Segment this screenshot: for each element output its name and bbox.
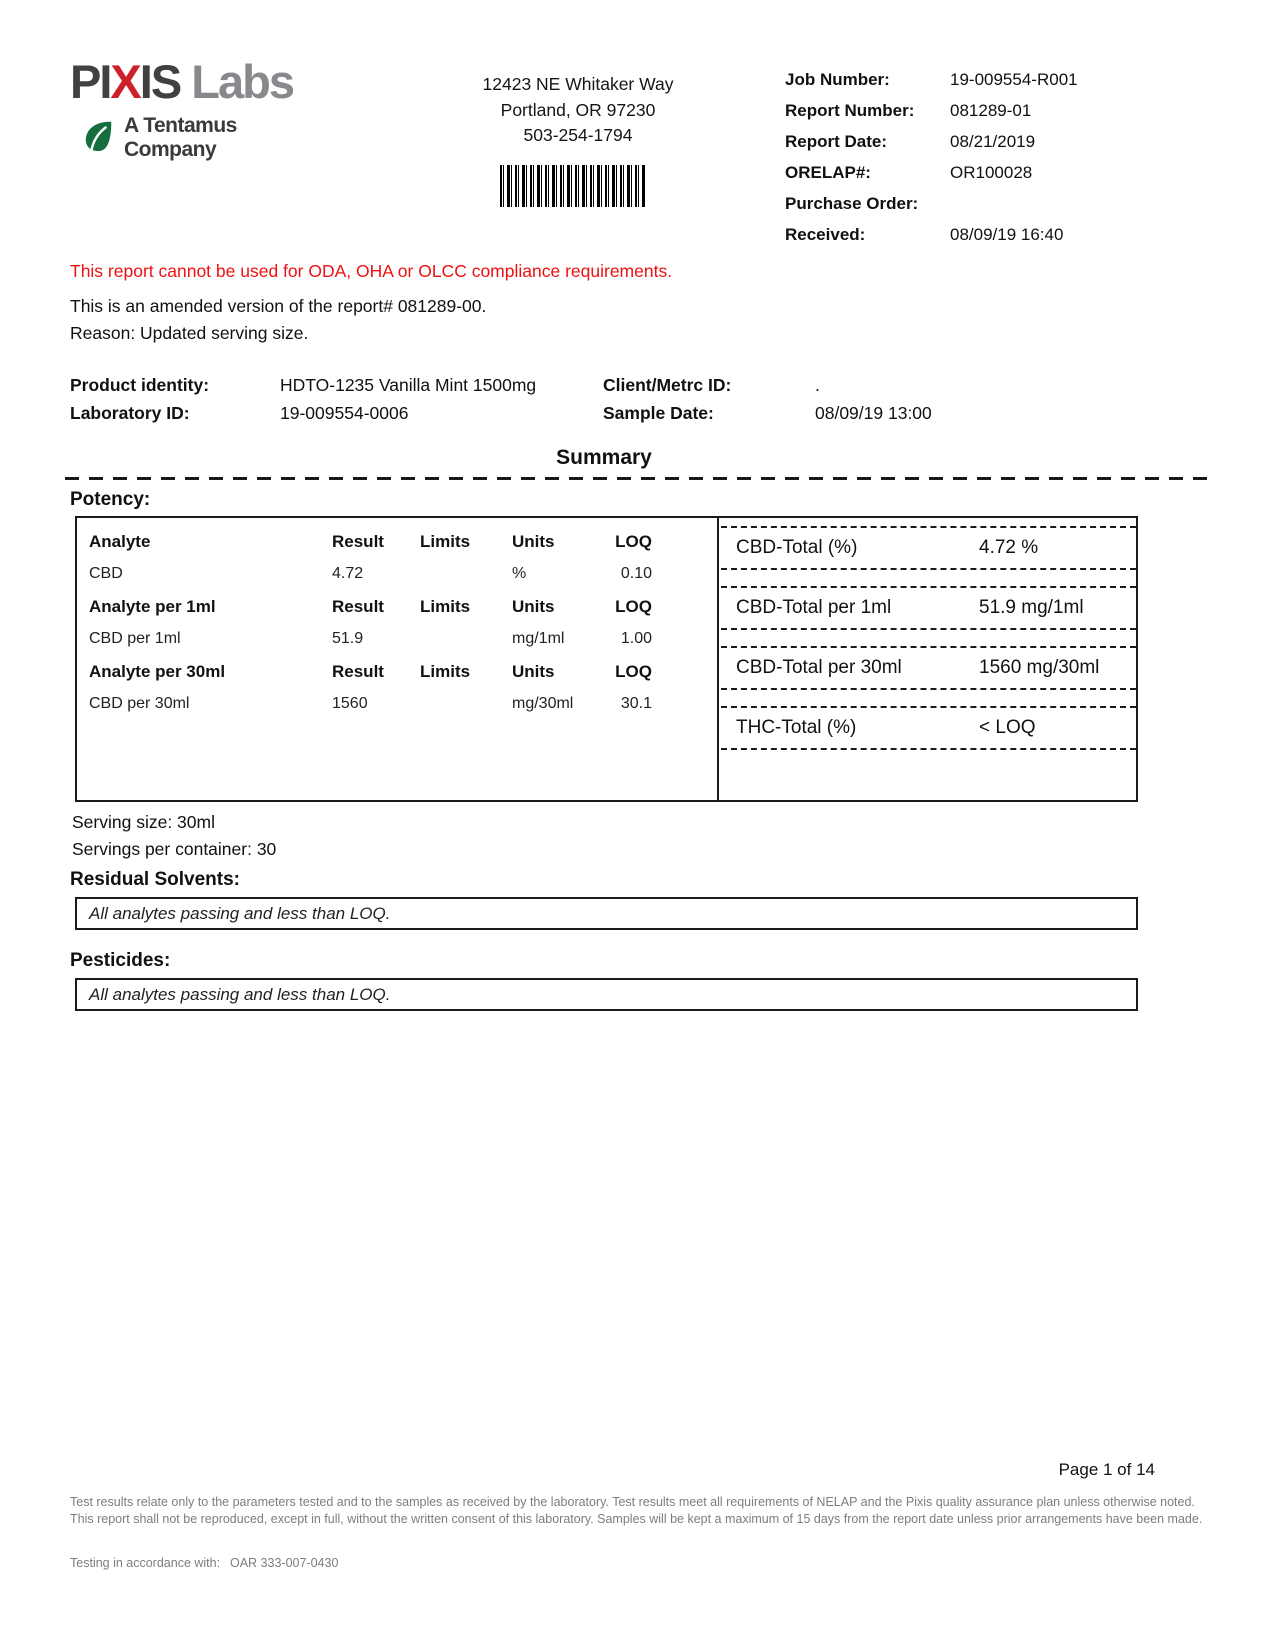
logo-part-pi: PI [70, 55, 111, 108]
summary-title: Summary [556, 446, 652, 469]
servings-per-container: Servings per container: 30 [72, 839, 277, 859]
address-line-3: 503-254-1794 [523, 125, 633, 145]
col-header-loq: LOQ [615, 597, 652, 616]
lab-address [428, 72, 728, 149]
footer-disclaimer: Test results relate only to the parameters tested and to the samples as received by the laboratory. Test results meet all requirements of NELAP and the Pixis quality assurance plan unless otherwise noted. This report shall not be reproduced, except in full, without the written consent of this laboratory. Samples will be kept a maximum of 15 days from the report date unless prior arrangements have been made. [70, 1495, 1203, 1526]
total-label: CBD-Total per 30ml [736, 657, 902, 678]
total-row-cbd-total-30ml [721, 646, 1136, 690]
sample-date-label: Sample Date: [603, 403, 714, 423]
report-meta [785, 70, 1205, 256]
residual-solvents-note-box [75, 897, 1138, 930]
total-row-cbd-total-pct [721, 526, 1136, 570]
meta-label: Received: [785, 225, 866, 244]
col-header-loq: LOQ [615, 662, 652, 681]
laboratory-id-label: Laboratory ID: [70, 403, 190, 423]
meta-row-purchase-order [785, 194, 1205, 225]
pesticides-note: All analytes passing and less than LOQ. [89, 984, 391, 1004]
meta-value: 081289-01 [950, 101, 1032, 120]
cell-result: 4.72 [332, 564, 364, 582]
potency-analyte-table [77, 532, 715, 727]
total-label: CBD-Total (%) [736, 537, 858, 558]
accordance-value: OAR 333-007-0430 [230, 1556, 339, 1570]
col-header-limits: Limits [420, 597, 471, 616]
total-label: CBD-Total per 1ml [736, 597, 892, 618]
tagline-text: A Tentamus Company [124, 114, 237, 161]
client-metrc-label: Client/Metrc ID: [603, 375, 732, 395]
total-label: THC-Total (%) [736, 717, 857, 738]
meta-label: Report Number: [785, 101, 915, 120]
meta-value: OR100028 [950, 163, 1033, 182]
compliance-warning: This report cannot be used for ODA, OHA or OLCC compliance requirements. [70, 261, 673, 281]
cell-analyte: CBD per 30ml [89, 694, 190, 712]
total-value: < LOQ [979, 717, 1036, 738]
client-metrc-value: . [815, 375, 820, 395]
cell-result: 51.9 [332, 629, 364, 647]
amendment-reason: Reason: Updated serving size. [70, 323, 309, 343]
totals-panel [721, 526, 1136, 766]
leaf-icon [82, 119, 116, 158]
total-row-cbd-total-1ml [721, 586, 1136, 630]
cell-units: % [512, 564, 527, 582]
total-value: 51.9 mg/1ml [979, 597, 1084, 618]
serving-size: Serving size: 30ml [72, 812, 215, 832]
pesticides-heading: Pesticides: [70, 950, 171, 971]
cell-units: mg/1ml [512, 629, 565, 647]
logo-wordmark [70, 55, 293, 108]
meta-label: ORELAP#: [785, 163, 871, 182]
meta-label: Job Number: [785, 70, 890, 89]
total-row-thc-total-pct [721, 706, 1136, 750]
col-header-limits: Limits [420, 532, 471, 551]
col-header-units: Units [512, 597, 555, 616]
meta-label: Report Date: [785, 132, 888, 151]
meta-row-job-number [785, 70, 1205, 101]
residual-solvents-heading: Residual Solvents: [70, 869, 240, 890]
potency-heading: Potency: [70, 489, 151, 510]
col-header-analyte: Analyte per 1ml [89, 597, 216, 616]
cell-result: 1560 [332, 694, 368, 712]
potency-box-divider [717, 518, 719, 800]
logo-part-labs: Labs [180, 55, 293, 108]
table-header-row [77, 597, 715, 630]
total-value: 4.72 % [979, 537, 1039, 558]
amended-version-note: This is an amended version of the report# 081289-00. [70, 296, 487, 316]
sample-date-value: 08/09/19 13:00 [815, 403, 932, 423]
cell-loq: 30.1 [620, 694, 652, 712]
table-row [77, 565, 715, 598]
table-row [77, 695, 715, 728]
pesticides-note-box [75, 978, 1138, 1011]
col-header-result: Result [332, 597, 384, 616]
total-value: 1560 mg/30ml [979, 657, 1100, 678]
residual-solvents-note: All analytes passing and less than LOQ. [89, 903, 391, 923]
address-line-2: Portland, OR 97230 [500, 99, 656, 120]
barcode [500, 165, 645, 207]
col-header-units: Units [512, 662, 555, 681]
potency-box [75, 516, 1138, 802]
table-header-row [77, 662, 715, 695]
meta-value: 19-009554-R001 [950, 70, 1078, 89]
table-header-row [77, 532, 715, 565]
cell-units: mg/30ml [512, 694, 574, 712]
col-header-analyte: Analyte [89, 532, 151, 551]
meta-row-report-number [785, 101, 1205, 132]
logo-part-is: IS [139, 55, 181, 108]
laboratory-id-value: 19-009554-0006 [280, 403, 409, 423]
product-identity-label: Product identity: [70, 375, 210, 395]
logo-tagline [82, 114, 293, 162]
logo-part-x: X [110, 55, 140, 108]
address-line-1: 12423 NE Whitaker Way [482, 74, 674, 94]
col-header-result: Result [332, 662, 384, 681]
meta-row-report-date [785, 132, 1205, 163]
meta-label: Purchase Order: [785, 194, 919, 213]
meta-row-received [785, 225, 1205, 256]
page-number: Page 1 of 14 [1058, 1460, 1155, 1479]
product-identity-value: HDTO-1235 Vanilla Mint 1500mg [280, 375, 537, 395]
meta-value: 08/09/19 16:40 [950, 225, 1064, 244]
col-header-result: Result [332, 532, 384, 551]
cell-analyte: CBD [89, 564, 123, 582]
col-header-units: Units [512, 532, 555, 551]
summary-separator [65, 477, 1215, 480]
accordance-label: Testing in accordance with: [70, 1556, 221, 1570]
meta-row-orelap [785, 163, 1205, 194]
pixis-labs-logo [70, 55, 293, 161]
table-row [77, 630, 715, 663]
meta-value: 08/21/2019 [950, 132, 1036, 151]
cell-loq: 1.00 [620, 629, 652, 647]
col-header-limits: Limits [420, 662, 471, 681]
cell-loq: 0.10 [620, 564, 652, 582]
cell-analyte: CBD per 1ml [89, 629, 181, 647]
col-header-loq: LOQ [615, 532, 652, 551]
col-header-analyte: Analyte per 30ml [89, 662, 226, 681]
